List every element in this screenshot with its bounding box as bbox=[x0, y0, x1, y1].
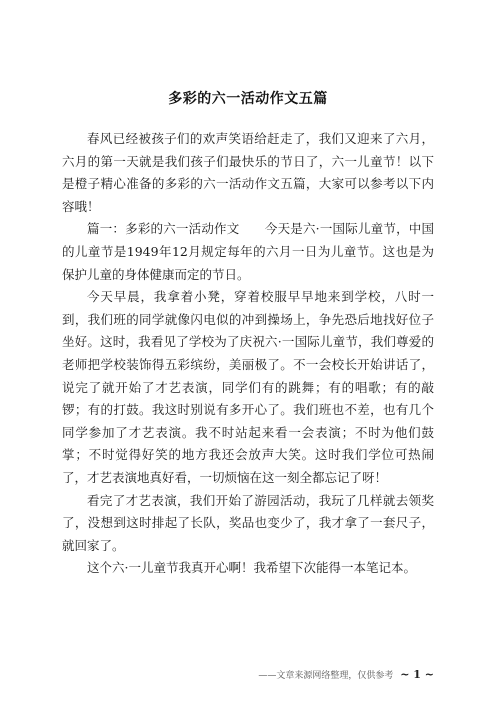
paragraph-morning: 今天早晨，我拿着小凳，穿着校服早早地来到学校，八时一到，我们班的同学就像闪电似的冲到操场上，争先恐后地找好位子坐好。这时，我看见了学校为了庆祝六·一国际儿童节，我们尊爱的老师把学校装饰得五彩缤纷，美丽极了。不一会校长开始讲话了，说完了就开始了才艺表演，同学们有的跳舞；有的唱歌；有的敲锣；有的打鼓。我这时别说有多开心了。我们班也不差，也有几个同学参加了才艺表演。我不时站起来看一会表演；不时为他们鼓掌；不时觉得好笑的地方我还会放声大笑。这时我们学位可热闹了，才艺表演地真好看，一切烦恼在这一刻全都忘记了呀！ bbox=[62, 289, 434, 485]
paragraph-intro: 春风已经被孩子们的欢声笑语给赶走了，我们又迎来了六月，六月的第一天就是我们孩子们最快乐的节日了，六一儿童节！以下是橙子精心准备的多彩的六一活动作文五篇，大家可以参考以下内容哦！ bbox=[62, 131, 434, 214]
page-number: ~ 1 ~ bbox=[400, 668, 434, 681]
document-title: 多彩的六一活动作文五篇 bbox=[168, 91, 328, 107]
page-footer bbox=[0, 668, 434, 681]
source-note: ——文章来源网络整理，仅供参考 bbox=[258, 671, 394, 681]
paragraph-conclusion: 这个六·一儿童节我真开心啊！我希望下次能得一本笔记本。 bbox=[87, 560, 416, 576]
paragraph-garden-activity: 看完了才艺表演，我们开始了游园活动，我玩了几样就去领奖了，没想到这时排起了长队，奖品也变少了，我才拿了一套尺子，就回家了。 bbox=[62, 492, 434, 553]
document-body bbox=[62, 128, 434, 580]
paragraph-essay-one-start: 篇一：多彩的六一活动作文 今天是六·一国际儿童节，中国的儿童节是1949年12月规定每年的六月一日为儿童节。这也是为保护儿童的身体健康而定的节日。 bbox=[62, 221, 434, 282]
